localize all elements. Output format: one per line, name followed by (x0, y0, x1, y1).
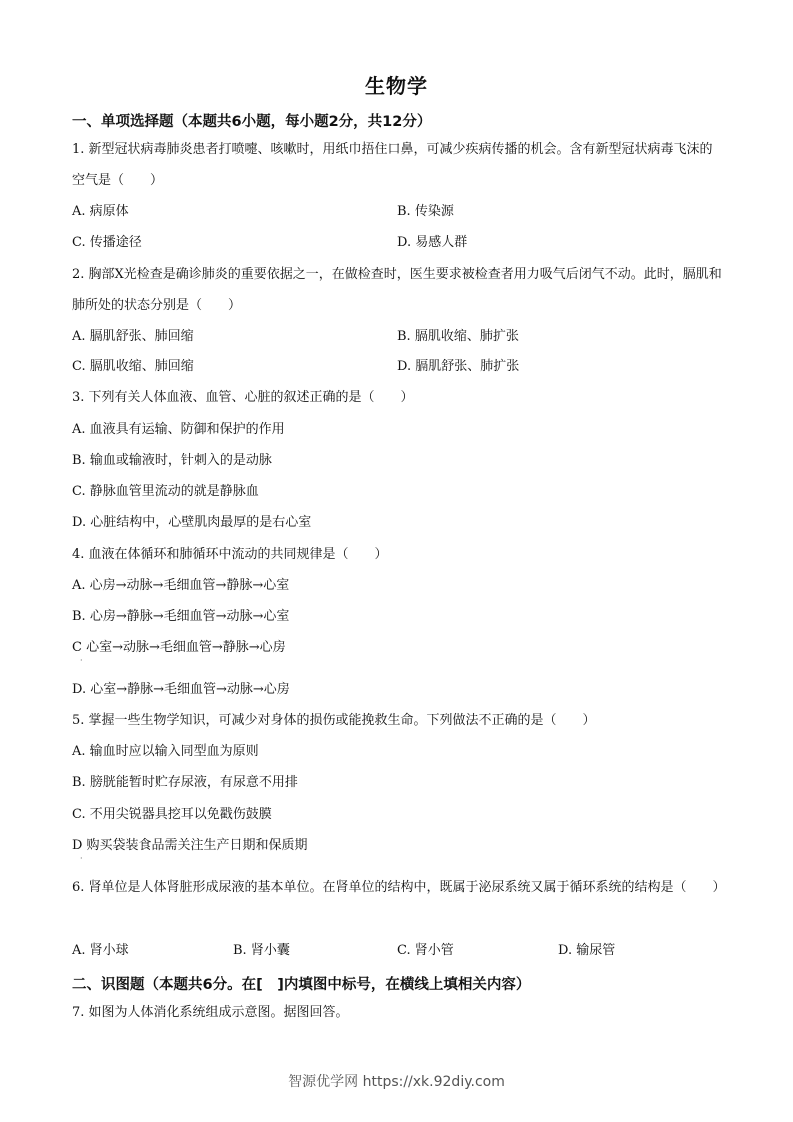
question-2-option-a: A. 膈肌舒张、肺回缩 (72, 329, 194, 344)
question-5-option-a: A. 输血时应以输入同型血为原则 (72, 744, 259, 759)
question-7-stem: 7. 如图为人体消化系统组成示意图。据图回答。 (72, 1005, 349, 1020)
page-title: 生物学 (365, 74, 428, 98)
question-3-option-d: D. 心脏结构中，心壁肌肉最厚的是右心室 (72, 515, 312, 530)
question-1-option-a: A. 病原体 (72, 204, 129, 219)
question-6-option-c: C. 肾小管 (397, 943, 454, 958)
question-4-option-c: C 心室→动脉→毛细血管→静脉→心房 (72, 640, 286, 655)
question-5-option-d: D 购买袋装食品需关注生产日期和保质期 (72, 838, 308, 853)
question-2-option-c: C. 膈肌收缩、肺回缩 (72, 359, 194, 374)
question-2-option-d: D. 膈肌舒张、肺扩张 (397, 359, 520, 374)
stray-dot: · (80, 656, 83, 665)
question-4-option-d: D. 心室→静脉→毛细血管→动脉→心房 (72, 682, 290, 697)
section-heading-diagram: 二、识图题（本题共6分。在[ ]内填图中标号，在横线上填相关内容） (72, 977, 531, 993)
question-6-stem: 6. 肾单位是人体肾脏形成尿液的基本单位。在肾单位的结构中，既属于泌尿系统又属于循环系统的结构是（ ） (72, 880, 726, 895)
question-1-option-d: D. 易感人群 (397, 235, 468, 250)
question-2-option-b: B. 膈肌收缩、肺扩张 (397, 329, 519, 344)
question-1-option-c: C. 传播途径 (72, 235, 142, 250)
question-5-option-b: B. 膀胱能暂时贮存尿液，有尿意不用排 (72, 775, 298, 790)
footer-watermark: 智源优学网 https://xk.92diy.com (288, 1074, 505, 1090)
question-2-stem: 2. 胸部X光检查是确诊肺炎的重要依据之一，在做检查时，医生要求被检查者用力吸气后闭气不动。此时，膈肌和肺所处的状态分别是（ ） (72, 267, 722, 313)
question-3-option-b: B. 输血或输液时，针刺入的是动脉 (72, 453, 272, 468)
stray-dot: · (80, 854, 83, 863)
question-6-option-a: A. 肾小球 (72, 943, 129, 958)
question-3-stem: 3. 下列有关人体血液、血管、心脏的叙述正确的是（ ） (72, 390, 414, 405)
question-6-option-d: D. 输尿管 (558, 943, 616, 958)
question-3-option-c: C. 静脉血管里流动的就是静脉血 (72, 484, 259, 499)
section-heading-single-choice: 一、单项选择题（本题共6小题，每小题2分，共12分） (72, 114, 432, 130)
question-1-option-b: B. 传染源 (397, 204, 454, 219)
question-6-option-b: B. 肾小囊 (233, 943, 290, 958)
question-4-option-a: A. 心房→动脉→毛细血管→静脉→心室 (72, 578, 290, 593)
question-4-stem: 4. 血液在体循环和肺循环中流动的共同规律是（ ） (72, 547, 388, 562)
question-5-stem: 5. 掌握一些生物学知识，可减少对身体的损伤或能挽救生命。下列做法不正确的是（ ） (72, 713, 596, 728)
question-1-stem: 1. 新型冠状病毒肺炎患者打喷嚏、咳嗽时，用纸巾捂住口鼻，可减少疾病传播的机会。含有新型冠状病毒飞沫的空气是（ ） (72, 142, 713, 188)
question-5-option-c: C. 不用尖锐器具挖耳以免戳伤鼓膜 (72, 807, 272, 822)
question-4-option-b: B. 心房→静脉→毛细血管→动脉→心室 (72, 609, 290, 624)
question-3-option-a: A. 血液具有运输、防御和保护的作用 (72, 422, 285, 437)
